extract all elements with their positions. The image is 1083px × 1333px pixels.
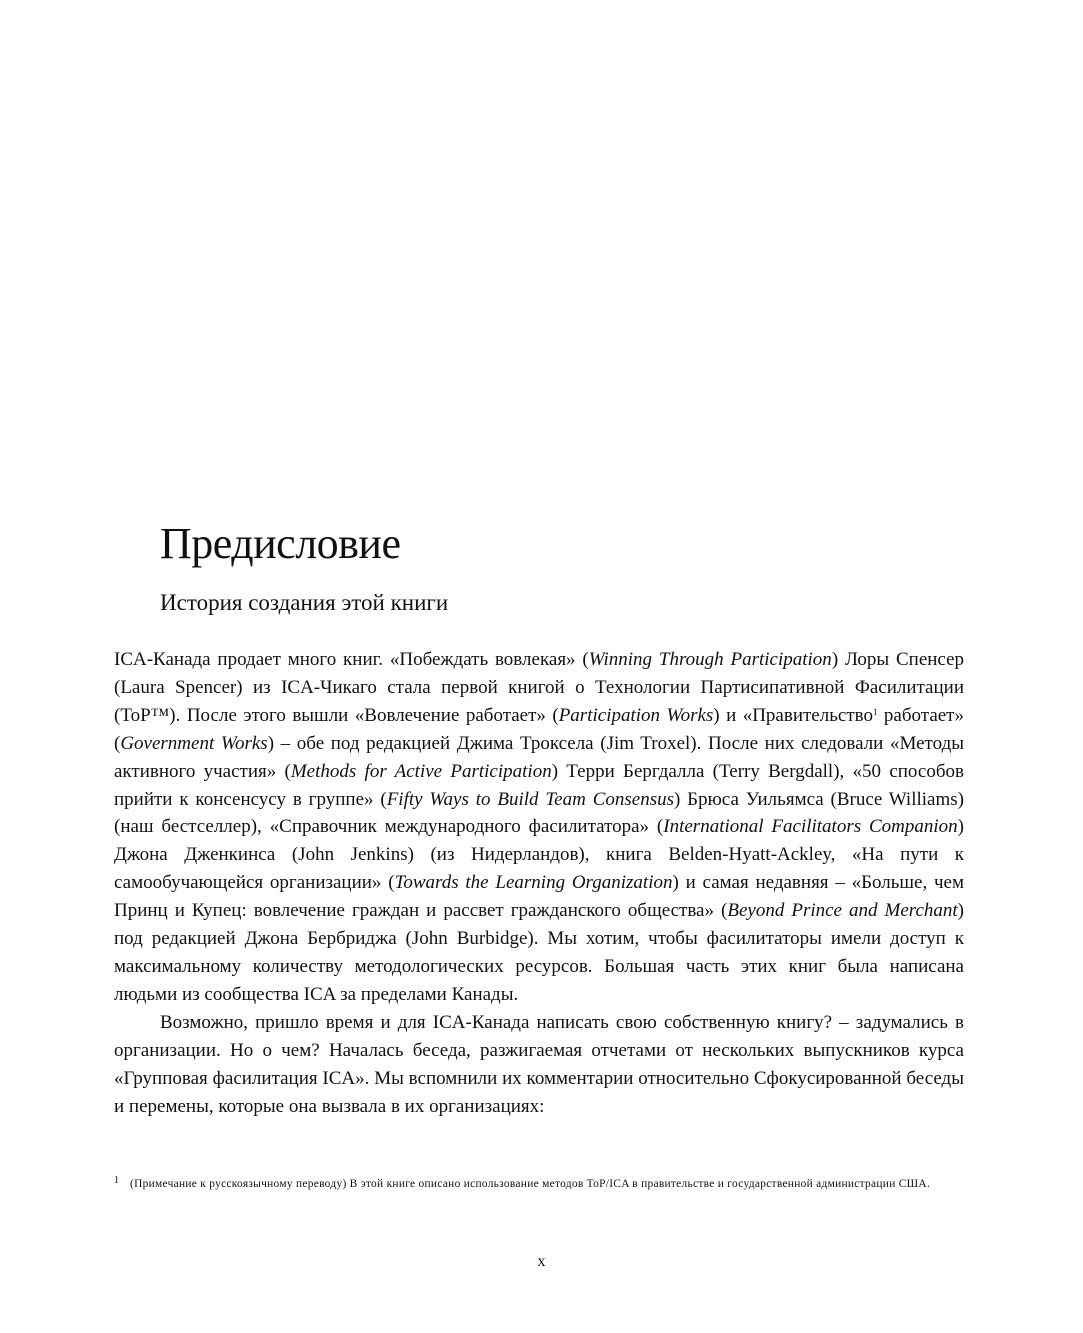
text-run: ) Терри Бергдалла (Terry Bergdall), «50 способов прийти к консенсусу в группе» ( (114, 760, 964, 810)
chapter-subtitle: История создания этой книги (160, 590, 449, 615)
book-title-methods-for-active-participation: Methods for Active Participation (290, 760, 552, 782)
text-run: ) и самая недавняя – «Больше, чем Принц и Купец: вовлечение граждан и рассвет гражданского общества» ( (114, 872, 965, 922)
page-number: x (537, 1253, 546, 1270)
text-run: ICA-Канада продает много книг. «Побеждать вовлекая» ( (114, 649, 589, 670)
paragraph-2: Возможно, пришло время и для ICA-Канада написать свою собственную книгу? – задумались в организации. Но о чем? Началась беседа, разжигаемая отчетами от нескольких выпускников курса «Групповая фасилитация ICA». Мы вспомнили их комментарии относительно Сфокусированной беседы и перемены, которые она вызвала в их организациях: (114, 1011, 964, 1117)
footnote-text: (Примечание к русскоязычному переводу) В этой книге описано использование методов ToP/ICA в правительстве и государственной администрации США. (130, 1178, 931, 1190)
footnote-marker: 1 (114, 1175, 120, 1186)
paragraph-1 (114, 646, 964, 1009)
text-run: ) – обе под редакцией Джима Троксела (Jim Troxel). После них следовали «Методы активного участия» ( (114, 732, 964, 782)
footnote-reference: 1 (872, 706, 878, 717)
text-run: ) Лоры Спенсер (Laura Spencer) из ICA-Чикаго стала первой книгой о Технологии Партисипативной Фасилитации (ToP™). После этого вышли «Вовлечение работает» ( (114, 649, 965, 726)
book-title-fifty-ways: Fifty Ways to Build Team Consensus (386, 788, 674, 810)
text-run: работает» ( (114, 704, 964, 754)
book-title-government-works: Government Works (120, 732, 268, 754)
book-title-international-facilitators-companion: International Facilitators Companion (663, 816, 958, 838)
text-run: ) и «Правительство (713, 704, 873, 726)
text-run: ) под редакцией Джона Бербриджа (John Burbidge). Мы хотим, чтобы фасилитаторы имели доступ к максимальному количеству методологических ресурсов. Большая часть этих книг была написана людьми из сообщества ICA за пределами Канады. (114, 900, 964, 1005)
text-run: ) Брюса Уильямса (Bruce Williams) (наш бестселлер), «Справочник международного фасилитатора» ( (114, 788, 964, 838)
book-title-beyond-prince-and-merchant: Beyond Prince and Merchant (727, 900, 958, 922)
body-text (114, 646, 964, 1120)
book-title-towards-the-learning-organization: Towards the Learning Organization (394, 872, 673, 894)
text-run: ) Джона Дженкинса (John Jenkins) (из Нидерландов), книга Belden-Hyatt-Ackley, «На пути к самообучающейся организации» ( (114, 816, 964, 894)
chapter-title: Предисловие (160, 519, 401, 568)
book-title-winning-through-participation: Winning Through Participation (588, 649, 832, 670)
footnote (114, 1175, 964, 1194)
book-title-participation-works: Participation Works (558, 704, 714, 726)
